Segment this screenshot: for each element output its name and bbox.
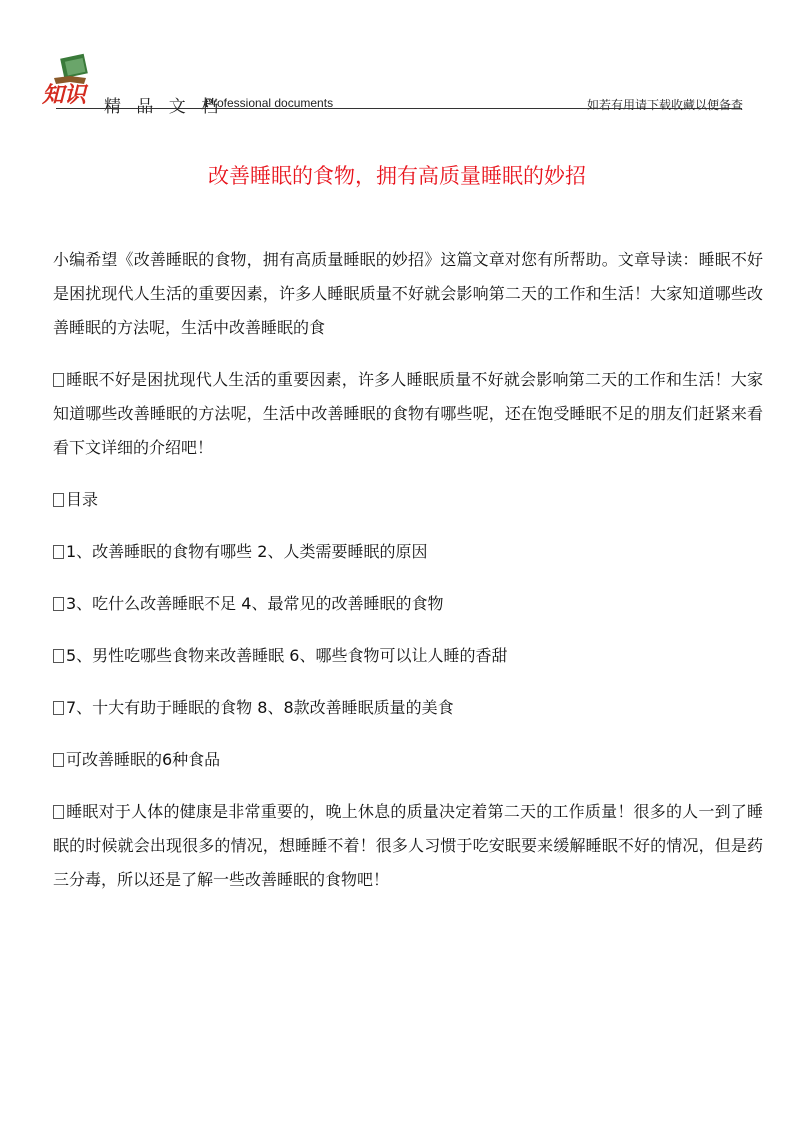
brand-english: Professional documents: [205, 96, 334, 110]
toc-item: 1、改善睡眠的食物有哪些 2、人类需要睡眠的原因: [53, 535, 763, 569]
svg-text:知识: 知识: [42, 82, 87, 108]
missing-glyph-box-icon: [53, 753, 64, 767]
article-body: [53, 243, 763, 915]
missing-glyph-box-icon: [53, 545, 64, 559]
section-heading: 可改善睡眠的6种食品: [53, 743, 763, 777]
book-logo-icon: [40, 50, 102, 110]
header-note: 如若有用请下载收藏以便备查: [586, 98, 743, 112]
toc-item: 5、男性吃哪些食物来改善睡眠 6、哪些食物可以让人睡的香甜: [53, 639, 763, 673]
missing-glyph-box-icon: [53, 373, 64, 387]
paragraph: 睡眠不好是困扰现代人生活的重要因素，许多人睡眠质量不好就会影响第二天的工作和生活！大家知道哪些改善睡眠的方法呢，生活中改善睡眠的食物有哪些呢，还在饱受睡眠不足的朋友们赶紧来看看下文详细的介绍吧！: [53, 370, 763, 457]
missing-glyph-box-icon: [53, 805, 64, 819]
missing-glyph-box-icon: [53, 649, 64, 663]
missing-glyph-box-icon: [53, 701, 64, 715]
brand-chinese: 精 品 文 档: [104, 97, 224, 117]
paragraph: 睡眠对于人体的健康是非常重要的，晚上休息的质量决定着第二天的工作质量！很多的人一到了睡眠的时候就会出现很多的情况，想睡睡不着！很多人习惯于吃安眠要来缓解睡眠不好的情况，但是药三分毒，所以还是了解一些改善睡眠的食物吧！: [53, 802, 763, 889]
toc-item: 3、吃什么改善睡眠不足 4、最常见的改善睡眠的食物: [53, 587, 763, 621]
missing-glyph-box-icon: [53, 597, 64, 611]
header-rule: [56, 108, 742, 109]
page-header: [0, 0, 794, 120]
toc-item: 7、十大有助于睡眠的食物 8、8款改善睡眠质量的美食: [53, 691, 763, 725]
toc-heading: 目录: [53, 483, 763, 517]
missing-glyph-box-icon: [53, 493, 64, 507]
article-title: 改善睡眠的食物，拥有高质量睡眠的妙招: [208, 164, 586, 188]
intro-paragraph: 小编希望《改善睡眠的食物，拥有高质量睡眠的妙招》这篇文章对您有所帮助。文章导读：睡眠不好是困扰现代人生活的重要因素，许多人睡眠质量不好就会影响第二天的工作和生活！大家知道哪些改善睡眠的方法呢，生活中改善睡眠的食: [53, 250, 763, 337]
